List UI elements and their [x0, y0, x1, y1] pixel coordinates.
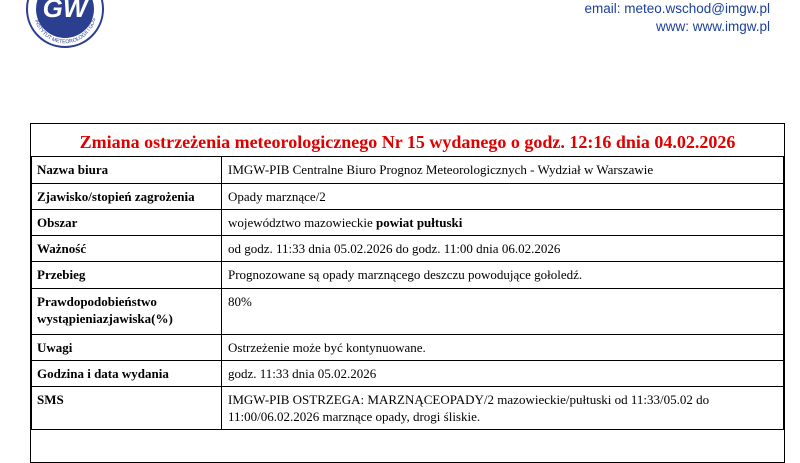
- table-row: [32, 184, 784, 210]
- table-row: [32, 236, 784, 262]
- issued-label: Godzina i data wydania: [32, 361, 222, 387]
- phenomenon-value: Opady marznące/2: [222, 184, 784, 210]
- validity-value: od godz. 11:33 dnia 05.02.2026 do godz. 11:00 dnia 06.02.2026: [222, 236, 784, 262]
- warning-document: [30, 123, 785, 463]
- table-row: [32, 262, 784, 289]
- course-label: Przebieg: [32, 262, 222, 289]
- warning-title: Zmiana ostrzeżenia meteorologicznego Nr 15 wydanego o godz. 12:16 dnia 04.02.2026: [79, 132, 736, 152]
- warning-table: [31, 156, 784, 430]
- imgw-logo: [26, 0, 104, 48]
- table-row: [32, 335, 784, 361]
- contact-info: [584, 0, 770, 36]
- sms-label: SMS: [32, 387, 222, 430]
- office-label: Nazwa biura: [32, 157, 222, 184]
- issued-value: godz. 11:33 dnia 05.02.2026: [222, 361, 784, 387]
- contact-www: www: www.imgw.pl: [655, 19, 770, 34]
- area-value-bold: powiat pułtuski: [376, 215, 463, 230]
- table-row: [32, 289, 784, 335]
- area-value-prefix: województwo mazowieckie: [228, 215, 377, 230]
- area-label: Obszar: [32, 210, 222, 236]
- probability-label: Prawdopodobieństwo wystąpieniazjawiska(%): [32, 289, 222, 335]
- contact-email: email: meteo.wschod@imgw.pl: [584, 1, 770, 16]
- phenomenon-label: Zjawisko/stopień zagrożenia: [32, 184, 222, 210]
- logo-text: GW: [42, 0, 88, 23]
- table-row: [32, 361, 784, 387]
- remarks-label: Uwagi: [32, 335, 222, 361]
- remarks-value: Ostrzeżenie może być kontynuowane.: [222, 335, 784, 361]
- table-row: [32, 157, 784, 184]
- office-value: IMGW-PIB Centralne Biuro Prognoz Meteorologicznych - Wydział w Warszawie: [222, 157, 784, 184]
- sms-value: IMGW-PIB OSTRZEGA: MARZNĄCEOPADY/2 mazowieckie/pułtuski od 11:33/05.02 do 11:00/06.02.2026 marznące opady, drogi śliskie.: [222, 387, 784, 430]
- table-row: [32, 210, 784, 236]
- area-value: [222, 210, 784, 236]
- course-value: Prognozowane są opady marznącego deszczu powodujące gołoledź.: [222, 262, 784, 289]
- probability-value: 80%: [222, 289, 784, 335]
- table-row: [32, 387, 784, 430]
- logo-ring-text: INSTYTUT METEOROLOGII I GOS: [33, 17, 98, 46]
- validity-label: Ważność: [32, 236, 222, 262]
